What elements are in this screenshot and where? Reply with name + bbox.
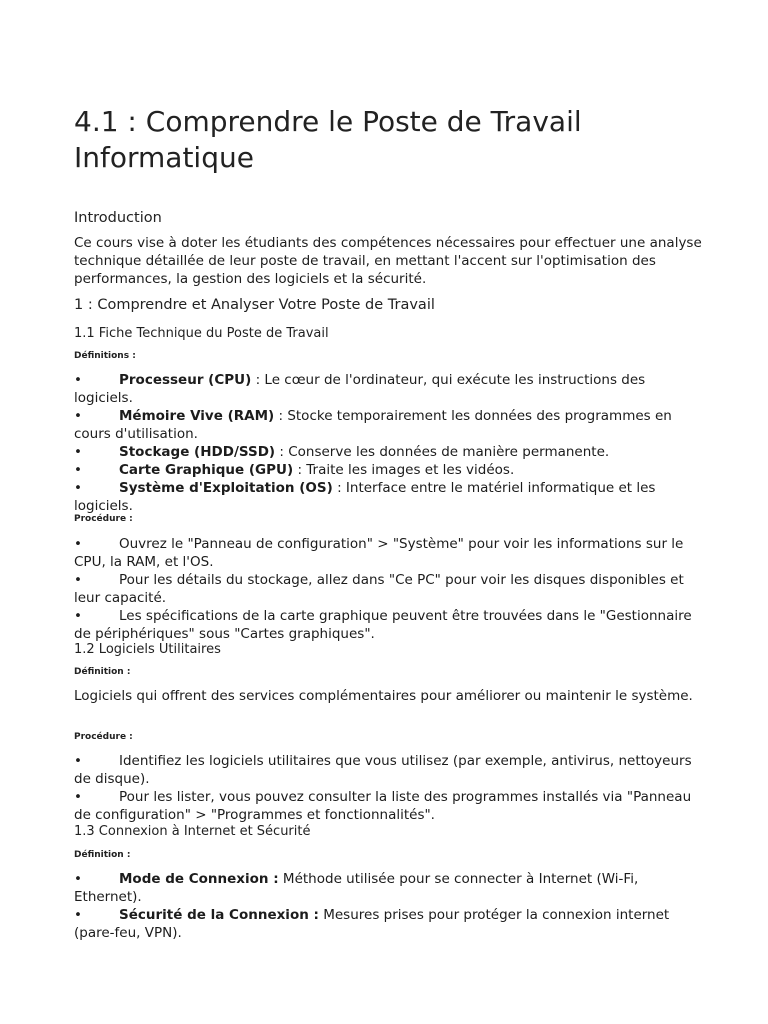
bullet-icon: • <box>74 608 82 624</box>
definition-paragraph: Logiciels qui offrent des services complémentaires pour améliorer ou maintenir le système. <box>74 688 693 704</box>
definitions-list <box>74 870 704 942</box>
definition-term: Carte Graphique (GPU) <box>119 462 294 478</box>
definition-term: Mode de Connexion : <box>119 871 279 887</box>
procedure-step: Identifiez les logiciels utilitaires que vous utilisez (par exemple, antivirus, nettoyeurs de disque). <box>74 753 692 787</box>
procedure-step: Les spécifications de la carte graphique peuvent être trouvées dans le "Gestionnaire de périphériques" sous "Cartes graphiques". <box>74 608 692 642</box>
bullet-icon: • <box>74 572 82 588</box>
procedure-list <box>74 752 704 824</box>
definition-term: Sécurité de la Connexion : <box>119 907 319 923</box>
definition-text: : Stocke temporairement les données des programmes en cours d'utilisation. <box>74 408 672 442</box>
procedure-step: Ouvrez le "Panneau de configuration" > "Système" pour voir les informations sur le CPU, la RAM, et l'OS. <box>74 536 684 570</box>
definition-text: Méthode utilisée pour se connecter à Internet (Wi-Fi, Ethernet). <box>74 871 639 905</box>
definition-term: Stockage (HDD/SSD) <box>119 444 276 460</box>
bullet-icon: • <box>74 480 82 496</box>
intro-paragraph: Ce cours vise à doter les étudiants des compétences nécessaires pour effectuer une analyse technique détaillée de leur poste de travail, en mettant l'accent sur l'optimisation des performances, la gestion des logiciels et la sécurité. <box>74 235 702 287</box>
list-item <box>74 607 704 643</box>
section-1-1-heading: 1.1 Fiche Technique du Poste de Travail <box>74 326 329 341</box>
procedure-label: Procédure : <box>74 514 133 524</box>
definition-term: Processeur (CPU) <box>119 372 252 388</box>
list-item <box>74 535 704 571</box>
bullet-icon: • <box>74 789 82 805</box>
definition-term: Mémoire Vive (RAM) <box>119 408 275 424</box>
list-item <box>74 443 704 461</box>
definition-text: : Traite les images et les vidéos. <box>293 462 515 478</box>
definitions-list <box>74 371 704 515</box>
list-item <box>74 752 704 788</box>
list-item <box>74 479 704 515</box>
list-item <box>74 371 704 407</box>
definition-term: Système d'Exploitation (OS) <box>119 480 333 496</box>
definition-text: : Interface entre le matériel informatique et les logiciels. <box>74 480 656 514</box>
bullet-icon: • <box>74 462 82 478</box>
definition-text: : Le cœur de l'ordinateur, qui exécute les instructions des logiciels. <box>74 372 646 406</box>
definitions-label: Définitions : <box>74 351 136 361</box>
definition-text: Mesures prises pour protéger la connexion internet (pare-feu, VPN). <box>74 907 670 941</box>
section-1-3-heading: 1.3 Connexion à Internet et Sécurité <box>74 824 311 839</box>
list-item <box>74 571 704 607</box>
bullet-icon: • <box>74 536 82 552</box>
list-item <box>74 906 704 942</box>
section-1-heading: 1 : Comprendre et Analyser Votre Poste de Travail <box>74 297 435 313</box>
procedure-list <box>74 535 704 643</box>
definition-text: : Conserve les données de manière permanente. <box>275 444 610 460</box>
list-item <box>74 407 704 443</box>
procedure-label: Procédure : <box>74 732 133 742</box>
procedure-step: Pour les lister, vous pouvez consulter la liste des programmes installés via "Panneau de configuration" > "Programmes et fonctionnalités". <box>74 789 692 823</box>
procedure-step: Pour les détails du stockage, allez dans "Ce PC" pour voir les disques disponibles et leur capacité. <box>74 572 684 606</box>
definition-label: Définition : <box>74 850 131 860</box>
bullet-icon: • <box>74 907 82 923</box>
list-item <box>74 870 704 906</box>
intro-heading: Introduction <box>74 210 162 226</box>
bullet-icon: • <box>74 372 82 388</box>
definition-label: Définition : <box>74 667 131 677</box>
list-item <box>74 788 704 824</box>
bullet-icon: • <box>74 753 82 769</box>
list-item <box>74 461 704 479</box>
bullet-icon: • <box>74 408 82 424</box>
section-1-2-heading: 1.2 Logiciels Utilitaires <box>74 642 221 657</box>
bullet-icon: • <box>74 871 82 887</box>
bullet-icon: • <box>74 444 82 460</box>
page-title: 4.1 : Comprendre le Poste de Travail Informatique <box>74 105 582 174</box>
